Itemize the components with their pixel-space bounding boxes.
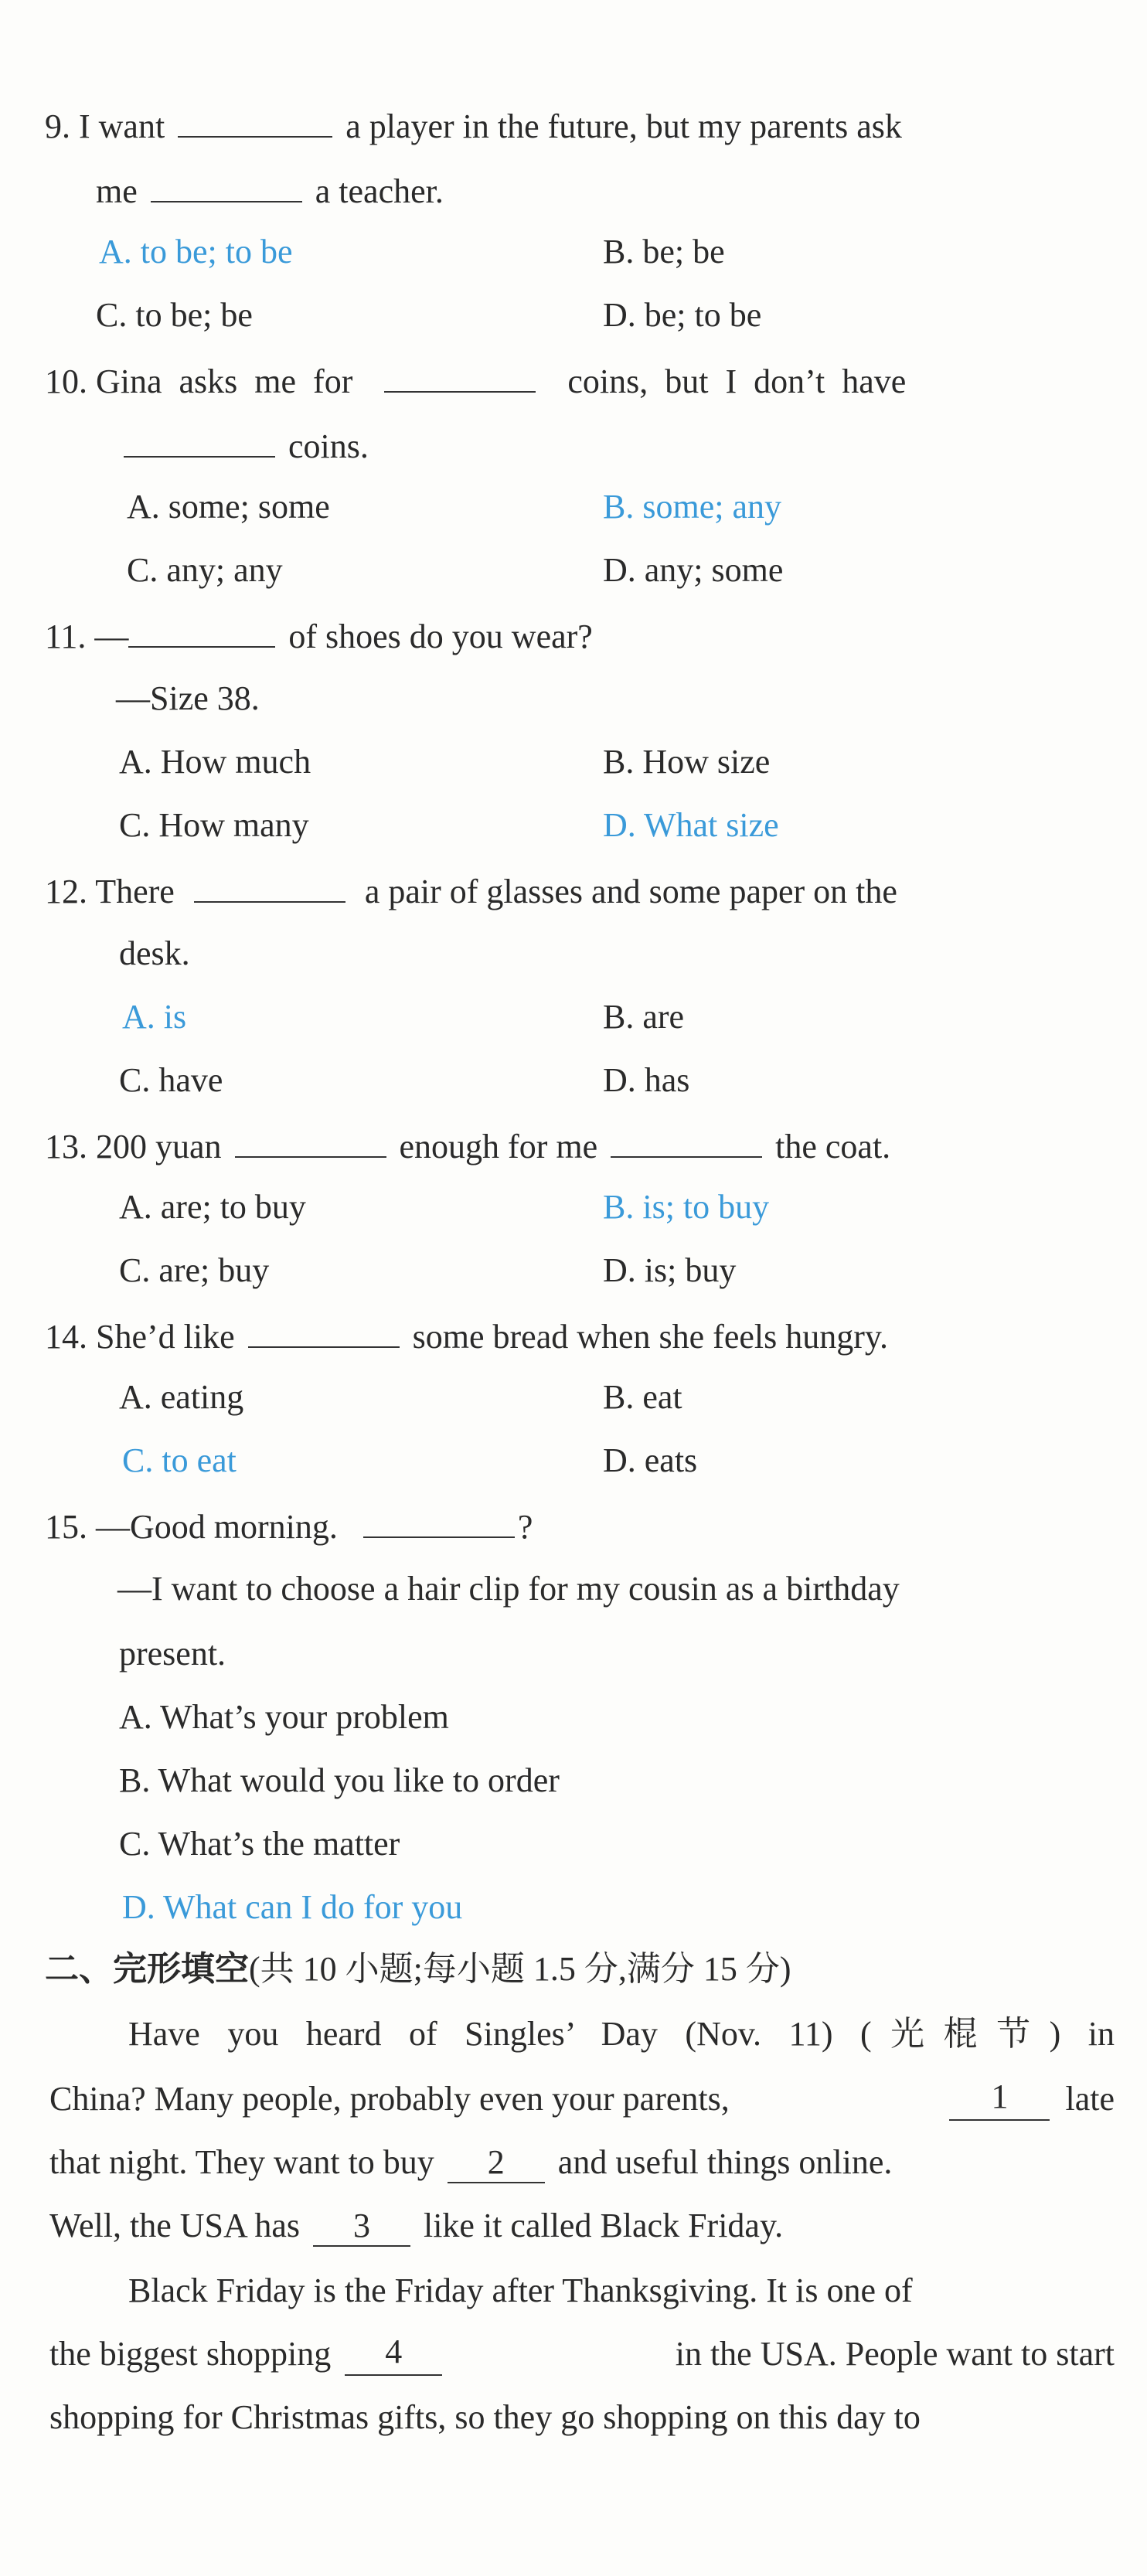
- q13-option-a: A. are; to buy: [119, 1188, 306, 1226]
- passage-p2-line2-text-a: the biggest shopping: [49, 2335, 332, 2373]
- q12-option-d: D. has: [603, 1061, 690, 1099]
- q15-option-c: C. What’s the matter: [119, 1825, 400, 1863]
- q11-text-b: of shoes do you wear?: [288, 618, 593, 655]
- passage-blank-2: 2: [448, 2143, 545, 2183]
- q13-text-c: the coat.: [775, 1128, 891, 1165]
- q9-text-c: me: [96, 172, 138, 210]
- q9-option-c: C. to be; be: [96, 296, 253, 334]
- q13-blank1: [235, 1122, 386, 1158]
- passage-blank-1: 1: [949, 2077, 1050, 2121]
- q15-number: 15.: [45, 1508, 87, 1546]
- q13-blank2: [611, 1122, 762, 1158]
- q9-line2: [96, 167, 444, 213]
- q11-dash: —: [94, 618, 129, 655]
- q13-option-b: B. is; to buy: [603, 1188, 770, 1226]
- q13-number: 13.: [45, 1128, 87, 1165]
- q14-text-a: She’d like: [96, 1318, 235, 1356]
- passage-p2-line3: shopping for Christmas gifts, so they go shopping on this day to: [49, 2398, 921, 2436]
- q14-blank: [248, 1312, 400, 1348]
- q13-option-d: D. is; buy: [603, 1251, 737, 1289]
- q12-line1: [45, 867, 897, 914]
- q10-text-c: coins.: [288, 427, 369, 465]
- passage-p1-line3-text-a: that night. They want to buy: [49, 2143, 434, 2181]
- passage-p2-line1: Black Friday is the Friday after Thanksgiving. It is one of: [128, 2271, 913, 2309]
- q12-option-c: C. have: [119, 1061, 223, 1099]
- q15-option-b: B. What would you like to order: [119, 1761, 560, 1799]
- q12-blank: [194, 867, 345, 903]
- q11-line1: [45, 612, 593, 658]
- q10-blank2: [124, 422, 275, 458]
- q15-text-b: ?: [517, 1508, 533, 1546]
- q14-option-d: D. eats: [603, 1441, 698, 1479]
- q11-option-d: D. What size: [603, 806, 779, 844]
- q12-option-a: A. is: [122, 998, 187, 1036]
- q10-number: 10.: [45, 362, 87, 400]
- passage-p1-line1: Have you heard of Singles’ Day (Nov. 11) (光棍节) in: [128, 2015, 1115, 2053]
- q10-option-d: D. any; some: [603, 551, 784, 589]
- q10-blank1: [384, 357, 536, 393]
- q15-line3: present.: [119, 1635, 226, 1673]
- q14-text-b: some bread when she feels hungry.: [412, 1318, 889, 1356]
- q14-line1: [45, 1312, 888, 1359]
- q12-option-b: B. are: [603, 998, 685, 1036]
- passage-p1-line4: [49, 2204, 783, 2248]
- q9-line1: [45, 102, 1111, 148]
- section-2-subtitle: (共 10 小题;每小题 1.5 分,满分 15 分): [249, 1950, 791, 1988]
- q15-line1: [45, 1502, 533, 1549]
- section-2-title: 二、完形填空: [45, 1949, 249, 1989]
- q12-line2: desk.: [119, 934, 190, 972]
- q11-blank: [128, 612, 275, 648]
- passage-p1-line2-text-b: late: [1065, 2080, 1115, 2118]
- q14-option-b: B. eat: [603, 1378, 682, 1416]
- q15-option-d: D. What can I do for you: [122, 1888, 463, 1926]
- q10-line2: [124, 422, 369, 468]
- q9-blank2: [151, 167, 302, 202]
- passage-blank-3: 3: [313, 2207, 410, 2247]
- q12-text-b: a pair of glasses and some paper on the: [364, 873, 897, 910]
- q14-number: 14.: [45, 1318, 87, 1356]
- q12-text-a: There: [95, 873, 175, 910]
- q15-line2: —I want to choose a hair clip for my cousin as a birthday: [117, 1570, 900, 1608]
- q15-option-a: A. What’s your problem: [119, 1698, 449, 1736]
- passage-p1-line3: [49, 2141, 892, 2184]
- passage-p1-line4-text-b: like it called Black Friday.: [423, 2207, 784, 2244]
- q11-option-c: C. How many: [119, 806, 309, 844]
- q10-option-b: B. some; any: [603, 488, 781, 526]
- passage-p2-line2-text-b: in the USA. People want to start: [675, 2335, 1115, 2373]
- q13-text-b: enough for me: [399, 1128, 598, 1165]
- q15-blank: [363, 1502, 515, 1538]
- q9-text-b: a player in the future, but my parents ask: [345, 107, 902, 145]
- q9-number: 9.: [45, 107, 70, 145]
- q15-text-a: —Good morning.: [96, 1508, 338, 1546]
- q10-text-a: Gina asks me for: [96, 362, 353, 400]
- passage-p1-line4-text-a: Well, the USA has: [49, 2207, 300, 2244]
- passage-p1-line2: [49, 2077, 1115, 2121]
- q11-option-a: A. How much: [119, 743, 311, 781]
- q13-line1: [45, 1122, 890, 1169]
- section-2-heading: [45, 1948, 791, 1991]
- q10-option-c: C. any; any: [127, 551, 283, 589]
- q10-option-a: A. some; some: [127, 488, 330, 526]
- q11-line2: —Size 38.: [116, 679, 260, 717]
- q10-text-b: coins, but I don’t have: [567, 362, 907, 400]
- q13-text-a: 200 yuan: [96, 1128, 222, 1165]
- q13-option-c: C. are; buy: [119, 1251, 270, 1289]
- passage-p1-line2-text-a: China? Many people, probably even your parents,: [49, 2080, 730, 2118]
- q9-text-a: I want: [79, 107, 165, 145]
- q14-option-a: A. eating: [119, 1378, 244, 1416]
- q9-option-b: B. be; be: [603, 233, 725, 271]
- q11-number: 11.: [45, 618, 87, 655]
- q14-option-c: C. to eat: [122, 1441, 237, 1479]
- passage-blank-4: 4: [345, 2333, 442, 2376]
- q12-number: 12.: [45, 873, 87, 910]
- q9-blank1: [178, 102, 332, 138]
- q9-option-d: D. be; to be: [603, 296, 762, 334]
- q9-option-a: A. to be; to be: [99, 233, 293, 271]
- passage-p2-line2: [49, 2333, 1115, 2376]
- q10-line1: [45, 357, 906, 403]
- passage-p1-line3-text-b: and useful things online.: [557, 2143, 893, 2181]
- q11-option-b: B. How size: [603, 743, 771, 781]
- q9-text-d: a teacher.: [315, 172, 444, 210]
